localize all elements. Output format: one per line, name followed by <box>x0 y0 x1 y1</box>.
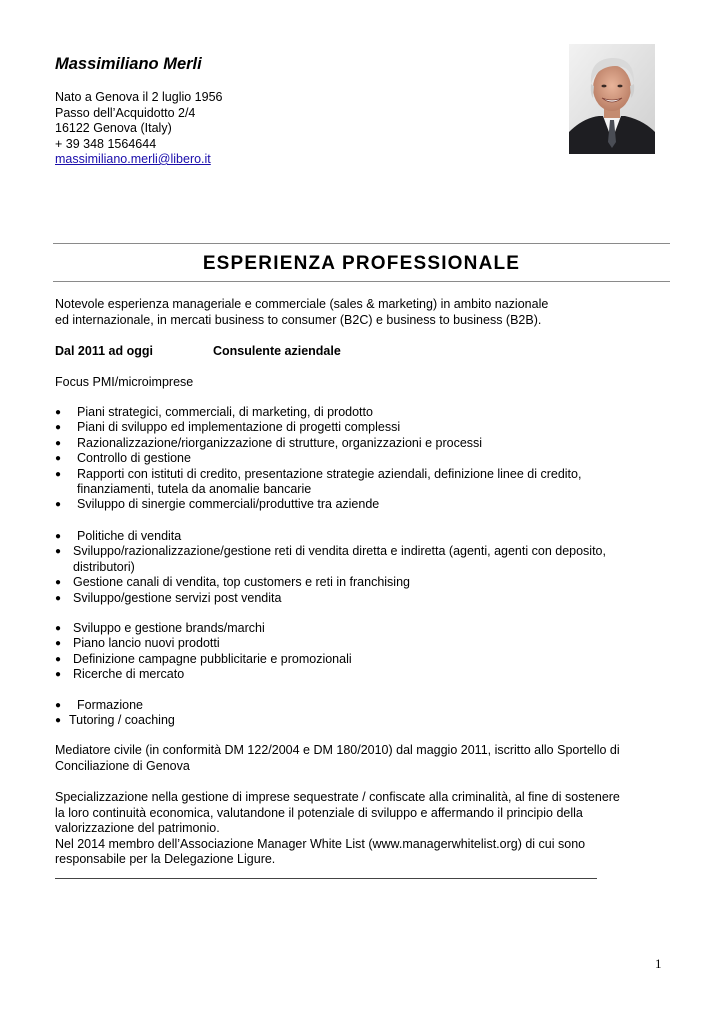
list-item: ● Piano lancio nuovi prodotti <box>55 636 675 651</box>
role-title: Consulente aziendale <box>213 344 341 358</box>
list-item: ● Controllo di gestione <box>55 451 675 466</box>
list-item: ● Rapporti con istituti di credito, presentazione strategie aziendali, definizione linee di credito, <box>55 467 675 482</box>
intro-line: Notevole esperienza manageriale e commerciale (sales & marketing) in ambito nazionale <box>55 297 549 311</box>
list-item: ● Razionalizzazione/riorganizzazione di strutture, organizzazioni e processi <box>55 436 675 451</box>
end-rule <box>55 878 597 879</box>
paragraph-line: Specializzazione nella gestione di imprese sequestrate / confiscate alla criminalità, al fine di sostenere <box>55 790 620 804</box>
list-item: ● Sviluppo/gestione servizi post vendita <box>55 591 675 606</box>
list-item: ● Tutoring / coaching <box>55 713 675 728</box>
list-item-continuation <box>55 560 675 575</box>
address-street: Passo dell’Acquidotto 2/4 <box>55 105 196 120</box>
candidate-name: Massimiliano Merli <box>55 55 202 73</box>
list-item-continuation <box>55 482 675 497</box>
bottom-rule <box>53 281 670 282</box>
portrait-photo <box>569 44 655 154</box>
paragraph-line: valorizzazione del patrimonio. <box>55 821 220 835</box>
birth-info: Nato a Genova il 2 luglio 1956 <box>55 90 223 104</box>
email-link[interactable]: massimiliano.merli@libero.it <box>55 152 211 166</box>
contact-block <box>55 90 222 168</box>
list-item: ● Gestione canali di vendita, top customers e reti in franchising <box>55 575 675 590</box>
role-period: Dal 2011 ad oggi <box>55 344 153 358</box>
bullet-list-sales <box>55 529 675 606</box>
paragraph-line: responsabile per la Delegazione Ligure. <box>55 852 276 866</box>
paragraph-line: la loro continuità economica, valutandone il potenziale di sviluppo e affermando il principio della <box>55 805 583 820</box>
top-rule <box>53 243 670 244</box>
intro-paragraph <box>55 297 675 328</box>
list-item: ● Piani di sviluppo ed implementazione di progetti complessi <box>55 420 675 435</box>
list-item: ● Ricerche di mercato <box>55 667 675 682</box>
list-item: ● Definizione campagne pubblicitarie e promozionali <box>55 652 675 667</box>
bullet-list-marketing <box>55 621 675 683</box>
paragraph-line: Nel 2014 membro dell’Associazione Manager White List (www.managerwhitelist.org) di cui sono <box>55 836 586 851</box>
list-item: ● Formazione <box>55 698 675 713</box>
mediatore-paragraph <box>55 743 675 774</box>
intro-line: ed internazionale, in mercati business to consumer (B2C) e business to business (B2B). <box>55 312 542 327</box>
list-item: ● Sviluppo di sinergie commerciali/produttive tra aziende <box>55 497 675 512</box>
list-item: ● Politiche di vendita <box>55 529 675 544</box>
continuation-text: distributori) <box>73 559 135 574</box>
page-number: 1 <box>655 956 662 971</box>
list-item: ● Piani strategici, commerciali, di marketing, di prodotto <box>55 405 675 420</box>
bullet-list-training <box>55 698 675 729</box>
address-city: 16122 Genova (Italy) <box>55 121 172 135</box>
specializzazione-paragraph <box>55 790 675 868</box>
phone-number: + 39 348 1564644 <box>55 136 157 151</box>
list-item: ● Sviluppo e gestione brands/marchi <box>55 621 675 636</box>
focus-line: Focus PMI/microimprese <box>55 375 194 389</box>
list-item: ● Sviluppo/razionalizzazione/gestione reti di vendita diretta e indiretta (agenti, agenti con deposito, <box>55 544 675 559</box>
section-title: ESPERIENZA PROFESSIONALE <box>202 253 521 274</box>
paragraph-line: Mediatore civile (in conformità DM 122/2004 e DM 180/2010) dal maggio 2011, iscritto allo Sportello di <box>55 743 620 757</box>
continuation-text: finanziamenti, tutela da anomalie bancarie <box>77 482 312 497</box>
bullet-list-strategy <box>55 405 675 513</box>
paragraph-line: Conciliazione di Genova <box>55 758 190 773</box>
